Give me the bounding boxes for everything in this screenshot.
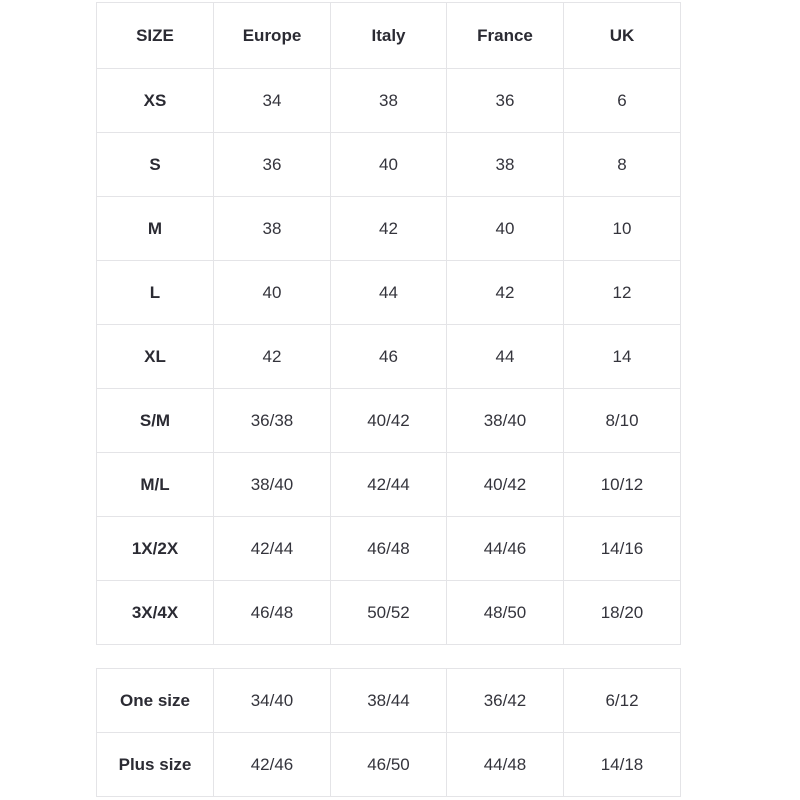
cell-uk: 18/20 (564, 581, 681, 645)
table-row (97, 69, 681, 133)
column-header-europe: Europe (214, 3, 331, 69)
cell-france: 40/42 (447, 453, 564, 517)
table-row (97, 389, 681, 453)
cell-italy: 40 (331, 133, 447, 197)
row-label: M/L (97, 453, 214, 517)
row-label: Plus size (97, 733, 214, 797)
cell-france: 36 (447, 69, 564, 133)
cell-italy: 50/52 (331, 581, 447, 645)
cell-france: 38 (447, 133, 564, 197)
cell-italy: 46 (331, 325, 447, 389)
cell-europe: 46/48 (214, 581, 331, 645)
cell-uk: 6/12 (564, 669, 681, 733)
cell-europe: 34 (214, 69, 331, 133)
column-header-uk: UK (564, 3, 681, 69)
table-row (97, 581, 681, 645)
table-row (97, 517, 681, 581)
row-label: XS (97, 69, 214, 133)
column-header-size: SIZE (97, 3, 214, 69)
cell-uk: 14/18 (564, 733, 681, 797)
cell-uk: 8 (564, 133, 681, 197)
column-header-france: France (447, 3, 564, 69)
cell-italy: 38/44 (331, 669, 447, 733)
table-header (97, 3, 681, 69)
cell-europe: 40 (214, 261, 331, 325)
cell-italy: 44 (331, 261, 447, 325)
cell-europe: 42/46 (214, 733, 331, 797)
cell-europe: 36/38 (214, 389, 331, 453)
row-label: 3X/4X (97, 581, 214, 645)
cell-italy: 42 (331, 197, 447, 261)
table-header-row (97, 3, 681, 69)
cell-france: 42 (447, 261, 564, 325)
cell-france: 48/50 (447, 581, 564, 645)
cell-europe: 34/40 (214, 669, 331, 733)
cell-italy: 42/44 (331, 453, 447, 517)
cell-europe: 42/44 (214, 517, 331, 581)
cell-uk: 12 (564, 261, 681, 325)
cell-uk: 8/10 (564, 389, 681, 453)
cell-italy: 46/48 (331, 517, 447, 581)
cell-uk: 14 (564, 325, 681, 389)
cell-italy: 40/42 (331, 389, 447, 453)
table-row (97, 453, 681, 517)
table-row (97, 733, 681, 797)
cell-uk: 14/16 (564, 517, 681, 581)
row-label: XL (97, 325, 214, 389)
cell-europe: 36 (214, 133, 331, 197)
cell-uk: 6 (564, 69, 681, 133)
cell-uk: 10 (564, 197, 681, 261)
table-row (97, 325, 681, 389)
row-label: M (97, 197, 214, 261)
row-label: L (97, 261, 214, 325)
cell-italy: 46/50 (331, 733, 447, 797)
table-row (97, 197, 681, 261)
cell-europe: 42 (214, 325, 331, 389)
cell-europe: 38/40 (214, 453, 331, 517)
cell-italy: 38 (331, 69, 447, 133)
row-label: One size (97, 669, 214, 733)
size-chart-extra-wrapper (96, 668, 680, 797)
row-label: 1X/2X (97, 517, 214, 581)
row-label: S (97, 133, 214, 197)
column-header-italy: Italy (331, 3, 447, 69)
cell-europe: 38 (214, 197, 331, 261)
size-chart-main-wrapper (96, 2, 680, 645)
table-row (97, 261, 681, 325)
table-row (97, 669, 681, 733)
table-body (97, 69, 681, 645)
cell-uk: 10/12 (564, 453, 681, 517)
size-chart-extra-table (96, 668, 681, 797)
cell-france: 38/40 (447, 389, 564, 453)
cell-france: 44/46 (447, 517, 564, 581)
cell-france: 40 (447, 197, 564, 261)
extra-table-body (97, 669, 681, 797)
cell-france: 36/42 (447, 669, 564, 733)
size-chart-table (96, 2, 681, 645)
cell-france: 44/48 (447, 733, 564, 797)
row-label: S/M (97, 389, 214, 453)
table-row (97, 133, 681, 197)
cell-france: 44 (447, 325, 564, 389)
